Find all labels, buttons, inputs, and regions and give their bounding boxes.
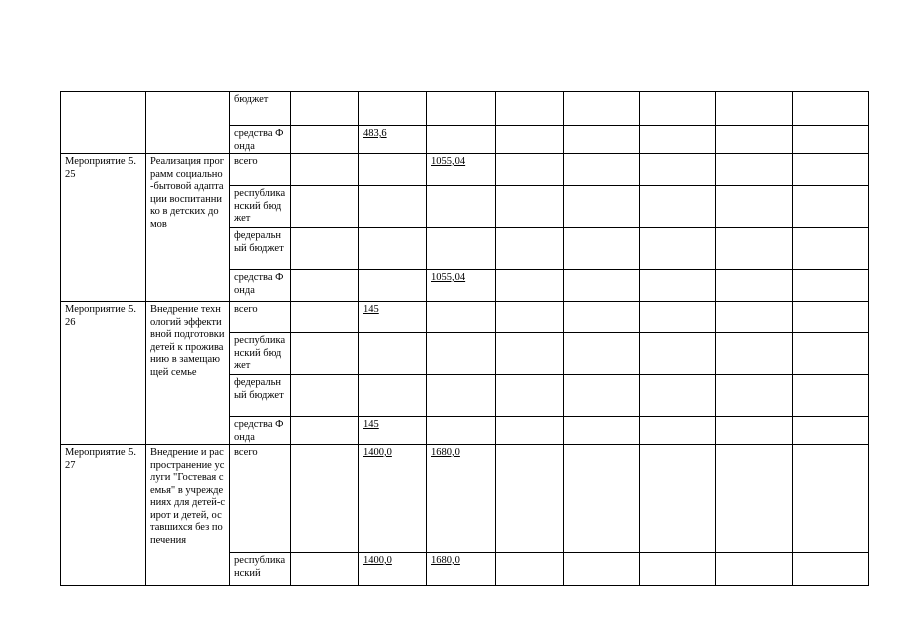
value-cell bbox=[427, 92, 496, 126]
value-cell bbox=[716, 445, 793, 553]
value-cell bbox=[793, 270, 869, 302]
value-cell bbox=[640, 92, 716, 126]
value-cell bbox=[359, 92, 427, 126]
value-cell bbox=[716, 417, 793, 445]
value-cell bbox=[359, 154, 427, 186]
funding-source-cell: всего bbox=[230, 302, 291, 333]
budget-table bbox=[60, 91, 869, 586]
value-cell bbox=[793, 92, 869, 126]
amount-value: 483,6 bbox=[363, 128, 387, 139]
value-cell bbox=[496, 445, 564, 553]
value-cell bbox=[496, 553, 564, 586]
value-cell bbox=[716, 186, 793, 228]
funding-source-cell: средства Фонда bbox=[230, 270, 291, 302]
amount-value: 1055,04 bbox=[431, 156, 466, 167]
value-cell bbox=[640, 333, 716, 375]
value-cell bbox=[640, 445, 716, 553]
value-cell bbox=[496, 333, 564, 375]
funding-source-cell: республиканский bbox=[230, 553, 291, 586]
value-cell bbox=[359, 186, 427, 228]
value-cell bbox=[640, 270, 716, 302]
value-cell bbox=[716, 333, 793, 375]
value-cell bbox=[564, 154, 640, 186]
value-cell bbox=[793, 126, 869, 154]
table-row bbox=[61, 445, 869, 553]
value-cell bbox=[496, 154, 564, 186]
value-cell bbox=[291, 553, 359, 586]
value-cell bbox=[496, 270, 564, 302]
value-cell bbox=[359, 270, 427, 302]
value-cell bbox=[427, 417, 496, 445]
value-cell bbox=[793, 417, 869, 445]
value-cell bbox=[291, 333, 359, 375]
event-number-cell bbox=[61, 92, 146, 154]
value-cell bbox=[427, 270, 496, 302]
event-number-cell: Мероприятие 5.25 bbox=[61, 154, 146, 302]
value-cell bbox=[291, 92, 359, 126]
value-cell bbox=[291, 302, 359, 333]
value-cell bbox=[427, 302, 496, 333]
value-cell bbox=[427, 126, 496, 154]
funding-source-cell: бюджет bbox=[230, 92, 291, 126]
value-cell bbox=[564, 270, 640, 302]
event-number-cell: Мероприятие 5.27 bbox=[61, 445, 146, 586]
value-cell bbox=[716, 302, 793, 333]
amount-value: 1055,04 bbox=[431, 272, 466, 283]
value-cell bbox=[793, 302, 869, 333]
funding-source-cell: федеральный бюджет bbox=[230, 228, 291, 270]
table-row bbox=[61, 92, 869, 126]
value-cell bbox=[564, 126, 640, 154]
value-cell bbox=[427, 375, 496, 417]
value-cell bbox=[496, 92, 564, 126]
value-cell bbox=[640, 228, 716, 270]
funding-source-cell: всего bbox=[230, 445, 291, 553]
value-cell bbox=[640, 126, 716, 154]
table-row bbox=[61, 154, 869, 186]
value-cell bbox=[716, 228, 793, 270]
event-number-cell: Мероприятие 5.26 bbox=[61, 302, 146, 445]
value-cell bbox=[359, 302, 427, 333]
value-cell bbox=[640, 154, 716, 186]
funding-source-cell: федеральный бюджет bbox=[230, 375, 291, 417]
value-cell bbox=[359, 417, 427, 445]
value-cell bbox=[564, 553, 640, 586]
value-cell bbox=[564, 333, 640, 375]
event-description-cell: Внедрение и распространение услуги "Гостевая семья" в учреждениях для детей-сирот и детей, оставшихся без попечения bbox=[146, 445, 230, 586]
value-cell bbox=[427, 228, 496, 270]
event-description-cell: Реализация программ социально-бытовой адаптации воспитаннико в детских домов bbox=[146, 154, 230, 302]
value-cell bbox=[291, 270, 359, 302]
value-cell bbox=[427, 445, 496, 553]
value-cell bbox=[793, 333, 869, 375]
funding-source-cell: республиканский бюджет bbox=[230, 186, 291, 228]
value-cell bbox=[716, 553, 793, 586]
value-cell bbox=[640, 375, 716, 417]
amount-value: 1680,0 bbox=[431, 555, 460, 566]
value-cell bbox=[793, 186, 869, 228]
value-cell bbox=[716, 375, 793, 417]
value-cell bbox=[716, 270, 793, 302]
funding-source-cell: всего bbox=[230, 154, 291, 186]
funding-source-cell: средства Фонда bbox=[230, 126, 291, 154]
value-cell bbox=[564, 302, 640, 333]
value-cell bbox=[496, 302, 564, 333]
value-cell bbox=[496, 417, 564, 445]
value-cell bbox=[640, 186, 716, 228]
value-cell bbox=[564, 445, 640, 553]
value-cell bbox=[359, 375, 427, 417]
value-cell bbox=[359, 445, 427, 553]
value-cell bbox=[564, 186, 640, 228]
value-cell bbox=[564, 417, 640, 445]
value-cell bbox=[793, 375, 869, 417]
value-cell bbox=[496, 186, 564, 228]
value-cell bbox=[427, 333, 496, 375]
value-cell bbox=[427, 553, 496, 586]
amount-value: 145 bbox=[363, 304, 379, 315]
value-cell bbox=[359, 126, 427, 154]
event-description-cell: Внедрение технологий эффективной подготовки детей к проживанию в замещающей семье bbox=[146, 302, 230, 445]
value-cell bbox=[291, 417, 359, 445]
value-cell bbox=[640, 553, 716, 586]
value-cell bbox=[291, 445, 359, 553]
value-cell bbox=[640, 302, 716, 333]
table-row bbox=[61, 302, 869, 333]
value-cell bbox=[716, 92, 793, 126]
value-cell bbox=[291, 228, 359, 270]
event-description-cell bbox=[146, 92, 230, 154]
value-cell bbox=[564, 92, 640, 126]
value-cell bbox=[291, 375, 359, 417]
value-cell bbox=[291, 154, 359, 186]
value-cell bbox=[359, 553, 427, 586]
value-cell bbox=[793, 154, 869, 186]
value-cell bbox=[716, 126, 793, 154]
funding-source-cell: республиканский бюджет bbox=[230, 333, 291, 375]
value-cell bbox=[640, 417, 716, 445]
value-cell bbox=[291, 186, 359, 228]
value-cell bbox=[359, 333, 427, 375]
value-cell bbox=[793, 553, 869, 586]
funding-source-cell: средства Фонда bbox=[230, 417, 291, 445]
value-cell bbox=[359, 228, 427, 270]
value-cell bbox=[793, 228, 869, 270]
value-cell bbox=[716, 154, 793, 186]
value-cell bbox=[793, 445, 869, 553]
value-cell bbox=[427, 186, 496, 228]
value-cell bbox=[427, 154, 496, 186]
value-cell bbox=[564, 375, 640, 417]
amount-value: 1680,0 bbox=[431, 447, 460, 458]
table-body bbox=[61, 92, 869, 586]
value-cell bbox=[496, 228, 564, 270]
amount-value: 1400,0 bbox=[363, 555, 392, 566]
value-cell bbox=[496, 375, 564, 417]
amount-value: 145 bbox=[363, 419, 379, 430]
value-cell bbox=[564, 228, 640, 270]
value-cell bbox=[291, 126, 359, 154]
value-cell bbox=[496, 126, 564, 154]
amount-value: 1400,0 bbox=[363, 447, 392, 458]
